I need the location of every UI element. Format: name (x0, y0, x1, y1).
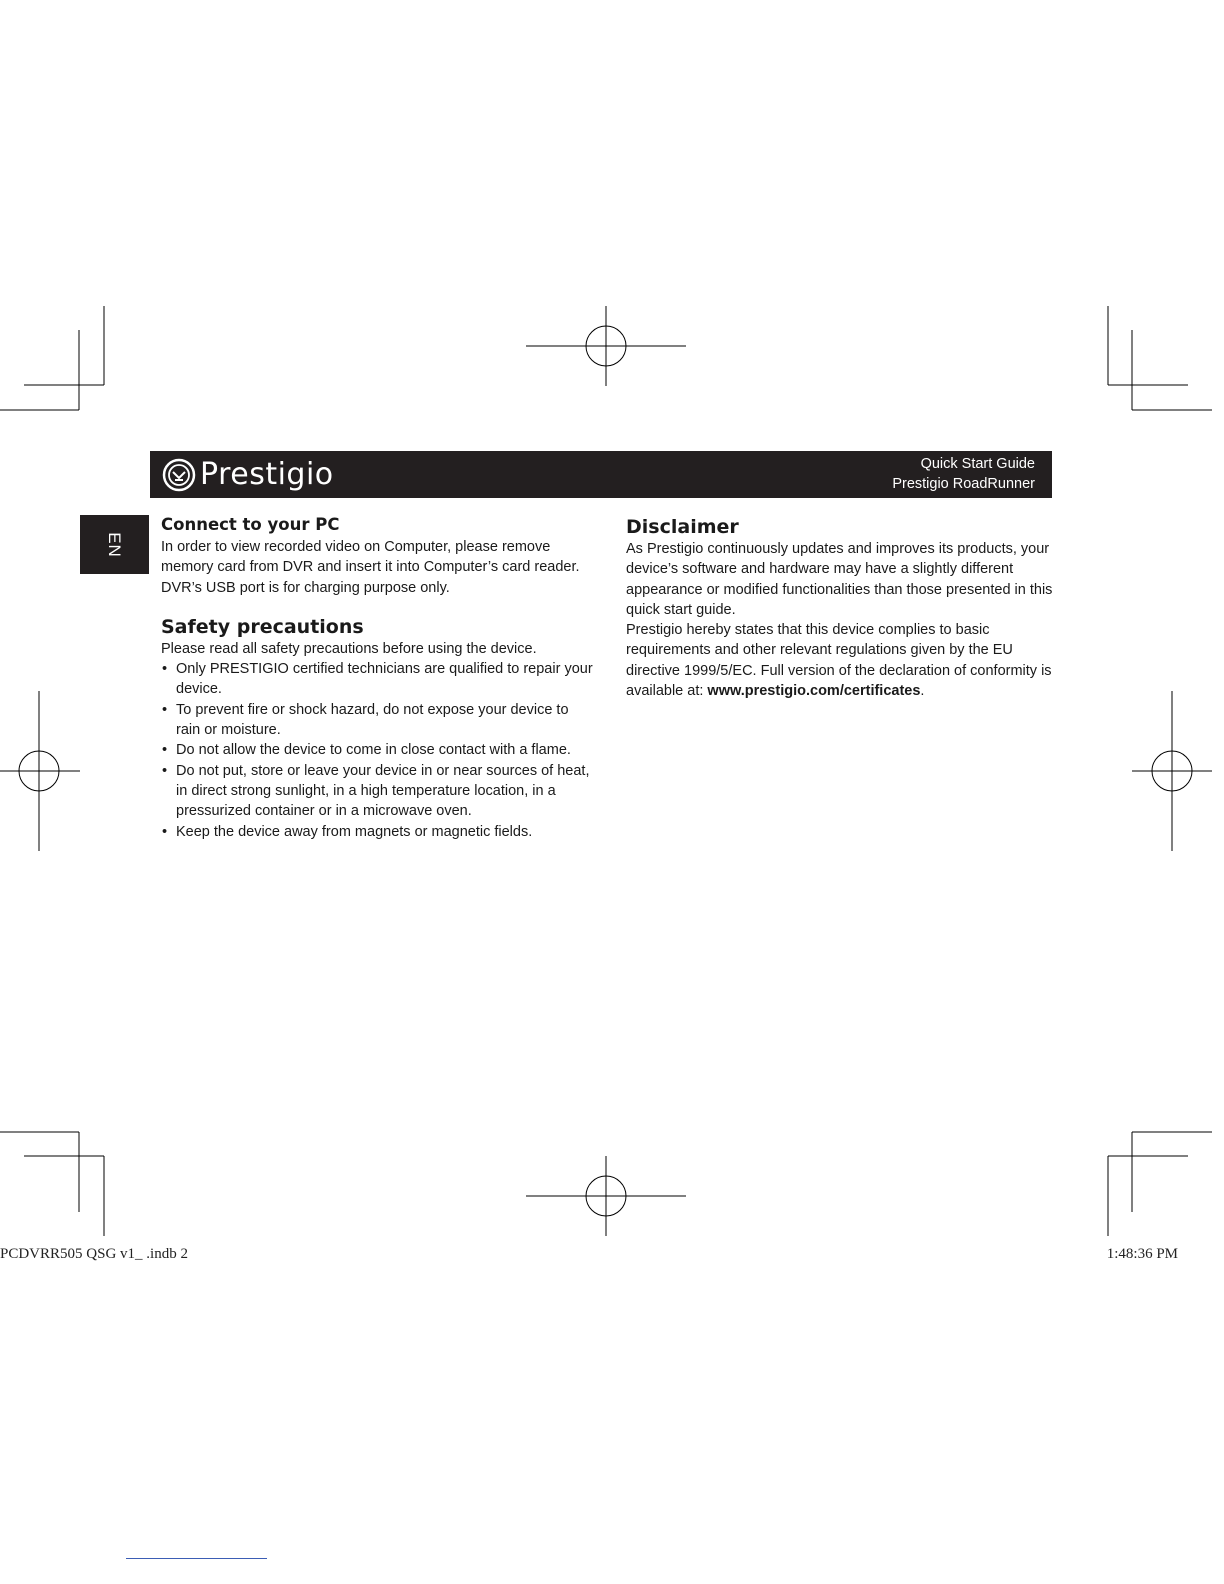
safety-intro: Please read all safety precautions before using the device. (161, 640, 537, 657)
slug-time: 1:48:36 PM (1106, 1246, 1178, 1262)
disclaimer-para-2-end: . (920, 683, 925, 700)
safety-list (161, 659, 593, 842)
language-code: EN (105, 532, 124, 558)
list-item: • To prevent fire or shock hazard, do not expose your device to rain or moisture. (161, 700, 593, 741)
right-column (626, 513, 1056, 701)
doc-type: Quick Start Guide (920, 456, 1035, 472)
header-info (892, 454, 1035, 494)
list-item: • Do not allow the device to come in close contact with a flame. (161, 740, 593, 760)
connect-title: Connect to your PC (161, 515, 340, 534)
disclaimer-title: Disclaimer (626, 516, 739, 538)
prestigio-shield-icon (162, 458, 196, 492)
divider (126, 1558, 267, 1559)
slug-filename: PCDVRR505 QSG v1_ .indb 2 (0, 1246, 188, 1262)
language-tab (80, 515, 149, 574)
disclaimer-para-1: As Prestigio continuously updates and improves its products, your device’s software and hardware may have a slightly different appearance or modified functionalities than those presented in this quick start guide. (626, 541, 1053, 618)
connect-body: In order to view recorded video on Computer, please remove memory card from DVR and insert it into Computer’s card reader. DVR’s USB port is for charging purpose only. (161, 539, 580, 596)
header-bar (150, 451, 1052, 498)
disclaimer-para-2 (626, 620, 1056, 701)
safety-title: Safety precautions (161, 615, 364, 638)
brand-logo (162, 457, 334, 493)
list-item: • Only PRESTIGIO certified technicians are qualified to repair your device. (161, 659, 593, 700)
certificates-link[interactable]: www.prestigio.com/certificates (707, 683, 921, 700)
list-item: • Do not put, store or leave your device in or near sources of heat, in direct strong sunlight, in a high temperature location, in a pressurized container or in a microwave oven. (161, 761, 593, 822)
brand-name: Prestigio (200, 457, 334, 492)
left-column (161, 513, 593, 842)
list-item: • Keep the device away from magnets or magnetic fields. (161, 822, 593, 842)
product-name: Prestigio RoadRunner (892, 476, 1035, 492)
disclaimer-para-2-text: Prestigio hereby states that this device complies to basic requirements and other relevant regulations given by the EU directive 1999/5/EC. Full version of the declaration of conformity is available at: (626, 622, 1052, 700)
